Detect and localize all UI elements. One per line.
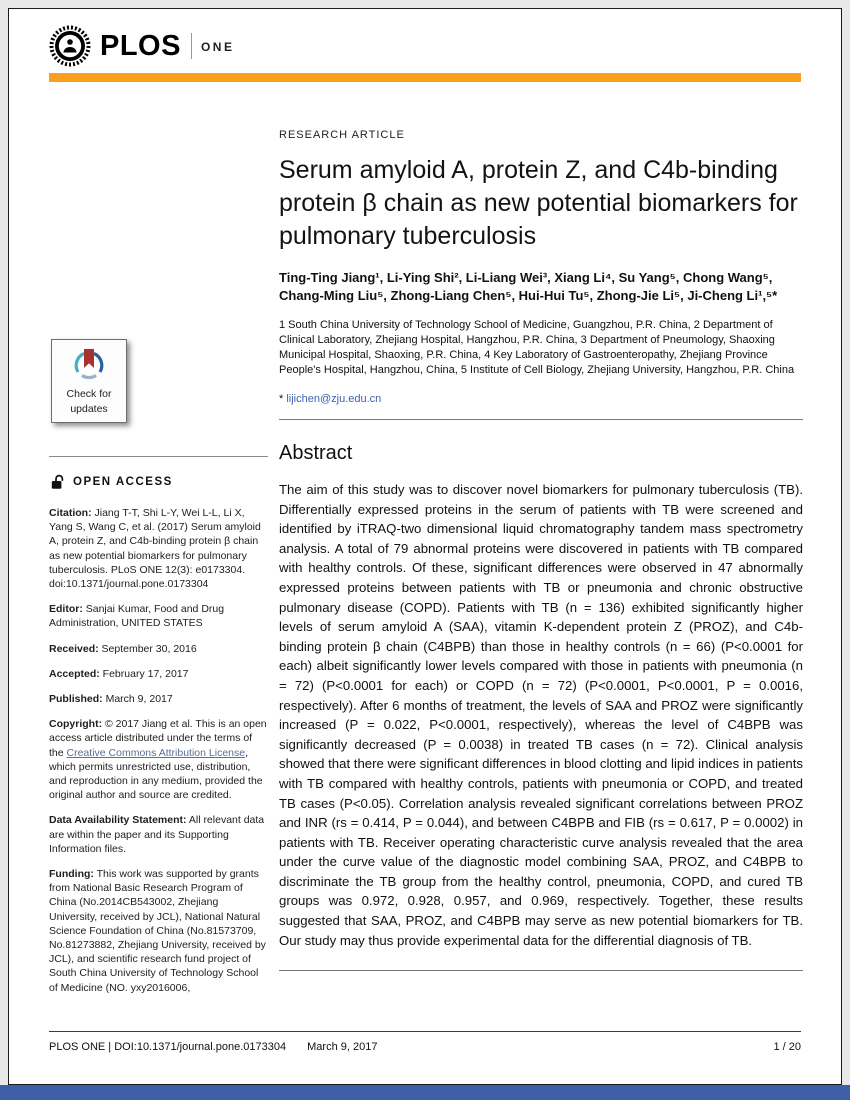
data-availability-label: Data Availability Statement: <box>49 814 187 827</box>
funding-label: Funding: <box>49 868 94 881</box>
article-type-kicker: RESEARCH ARTICLE <box>279 129 405 141</box>
copyright-text-post: , which permits unrestricted use, distribution, and reproduction in any medium, provided the original author and source are credited. <box>49 746 263 802</box>
check-updates-label-line1: Check for <box>66 388 112 400</box>
plos-masthead <box>49 25 234 67</box>
article-main-column <box>279 129 803 971</box>
open-access-row <box>51 474 268 490</box>
plos-logo-icon <box>49 25 91 67</box>
plos-brand-text: PLOS <box>100 29 181 62</box>
footer-page-number: 1 / 20 <box>773 1041 801 1053</box>
correspondence-email-link[interactable]: lijichen@zju.edu.cn <box>286 393 382 405</box>
published-text: March 9, 2017 <box>102 693 173 706</box>
citation-label: Citation: <box>49 507 92 519</box>
received-text: September 30, 2016 <box>98 642 197 655</box>
article-title: Serum amyloid A, protein Z, and C4b-binding protein β chain as new potential biomarkers for pulmonary tuberculosis <box>279 156 798 250</box>
affiliation-list: 1 South China University of Technology School of Medicine, Guangzhou, P.R. China, 2 Department of Clinical Laboratory, Zhejiang Hospital, Hangzhou, P.R. China, 3 Department of Pneumology, Shaoxing Municipal Hospital, Shaoxing, P.R. China, 4 Key Laboratory of Gastroenteropathy, Zhejiang Province People's Hospital, Hangzhou, China, 5 Institute of Cell Biology, Zhejiang University, Hangzhou, P.R. China <box>279 319 795 376</box>
published-label: Published: <box>49 693 103 706</box>
page-footer <box>49 1031 801 1053</box>
check-for-updates-badge[interactable] <box>51 339 127 423</box>
crossmark-icon <box>71 347 107 381</box>
copyright-text-pre: © 2017 Jiang et al. This is an open access article distributed under the terms of the <box>49 718 267 759</box>
article-page <box>8 8 842 1085</box>
brand-divider <box>191 33 192 59</box>
check-updates-label-line2: updates <box>70 403 108 415</box>
creative-commons-license-link[interactable]: Creative Commons Attribution License <box>66 746 246 759</box>
data-availability-entry <box>49 813 268 856</box>
citation-entry <box>49 506 268 591</box>
footer-date: March 9, 2017 <box>307 1041 378 1053</box>
bottom-accent-bar <box>0 1085 850 1100</box>
received-label: Received: <box>49 642 99 655</box>
open-access-label: OPEN ACCESS <box>73 476 173 488</box>
open-lock-icon <box>51 474 65 490</box>
data-availability-text: All relevant data are within the paper and its Supporting Information files. <box>49 814 265 855</box>
author-list: Ting-Ting Jiang¹, Li-Ying Shi², Li-Liang Wei³, Xiang Li⁴, Su Yang⁵, Chong Wang⁵, Chang-Ming Liu⁵, Zhong-Liang Chen⁵, Hui-Hui Tu⁵, Zhong-Jie Li⁵, Ji-Cheng Li¹,⁵* <box>279 270 778 303</box>
citation-text: Jiang T-T, Shi L-Y, Wei L-L, Li X, Yang S, Wang C, et al. (2017) Serum amyloid A, protein Z, and C4b-binding protein β chain as new potential biomarkers for pulmonary tuberculosis. PLoS ONE 12(3): e0173304. doi:10.1371/journal.pone.0173304 <box>49 507 261 591</box>
editor-text: Sanjai Kumar, Food and Drug Administration, UNITED STATES <box>49 603 225 630</box>
correspondence-line <box>279 393 803 405</box>
plos-one-text: ONE <box>200 40 235 54</box>
correspondence-marker: * <box>279 393 284 405</box>
editor-label: Editor: <box>49 603 83 616</box>
funding-text: This work was supported by grants from National Basic Research Program of China (No.2014CB543002, Zhejiang University, received by JCL), National Natural Science Foundation of China (No.81573709, No.81273882, Zhejiang University, received by JCL), and scientific research fund project of South China University of Technology School of Medicine (NO. yxy2016006, <box>49 868 266 994</box>
abstract-heading: Abstract <box>279 442 353 464</box>
article-metadata-sidebar <box>49 456 268 1006</box>
editor-entry <box>49 602 268 630</box>
abstract-body: The aim of this study was to discover novel biomarkers for pulmonary tuberculosis (TB). Differentially expressed proteins in the serum of patients with TB were screened and identified by iTRAQ-two dimensional liquid chromatography tandem mass spectrometry analysis. A total of 79 abnormal proteins were discovered in patients with TB compared with healthy controls. Of these, significant differences were observed in 47 abnormally expressed proteins between patients with TB or pneumonia and chronic obstructive pulmonary disease (COPD). Patients with TB (n = 136) exhibited significantly higher levels of serum amyloid A (SAA), vitamin K-dependent protein Z (PROZ), and C4b-binding protein β chain (C4BPB) than those in healthy controls (n = 66) (P<0.0001 for each) albeit significantly lower levels compared with those in patients with pneumonia (n = 72) (P<0.0001 for each) or COPD (n = 72) (P<0.0001, P<0.0001, P = 0.0016, respectively). After 6 months of treatment, the levels of SAA and PROZ were significantly increased (P = 0.022, P<0.0001, respectively), whereas the level of C4BPB was significantly decreased (P = 0.0038) in treated TB cases (n = 72). Clinical analysis showed that there were significant differences in blood clotting and lipid indices in patients with TB compared with healthy controls, patients with pneumonia or COPD, and treated TB cases (P<0.05). Correlation analysis revealed significant correlations between PROZ and INR (rs = 0.414, P = 0.044), and between C4BPB and FIB (rs = 0.617, P = 0.0002) in patients with TB. Receiver operating characteristic curve analysis revealed that the area under the curve value of the diagnostic model combining SAA, PROZ, and C4BPB to discriminate the TB group from the healthy control, pneumonia, COPD, and cured TB groups was 0.972, 0.928, 0.957, and 0.969, respectively. Together, these results suggested that SAA, PROZ, and C4BPB may serve as new potential biomarkers for TB. Our study may thus provide experimental data for the differential diagnosis of TB. <box>279 482 803 948</box>
published-entry <box>49 692 268 706</box>
abstract-bottom-divider <box>279 970 803 971</box>
footer-citation <box>49 1041 377 1053</box>
copyright-label: Copyright: <box>49 718 103 731</box>
copyright-entry <box>49 717 268 802</box>
accepted-label: Accepted: <box>49 667 100 680</box>
footer-journal-doi: PLOS ONE | DOI:10.1371/journal.pone.0173304 <box>49 1041 287 1053</box>
accepted-text: February 17, 2017 <box>99 667 189 680</box>
funding-entry <box>49 867 268 995</box>
accepted-entry <box>49 667 268 681</box>
abstract-top-divider <box>279 419 803 420</box>
received-entry <box>49 642 268 656</box>
masthead-accent-bar <box>49 73 801 82</box>
